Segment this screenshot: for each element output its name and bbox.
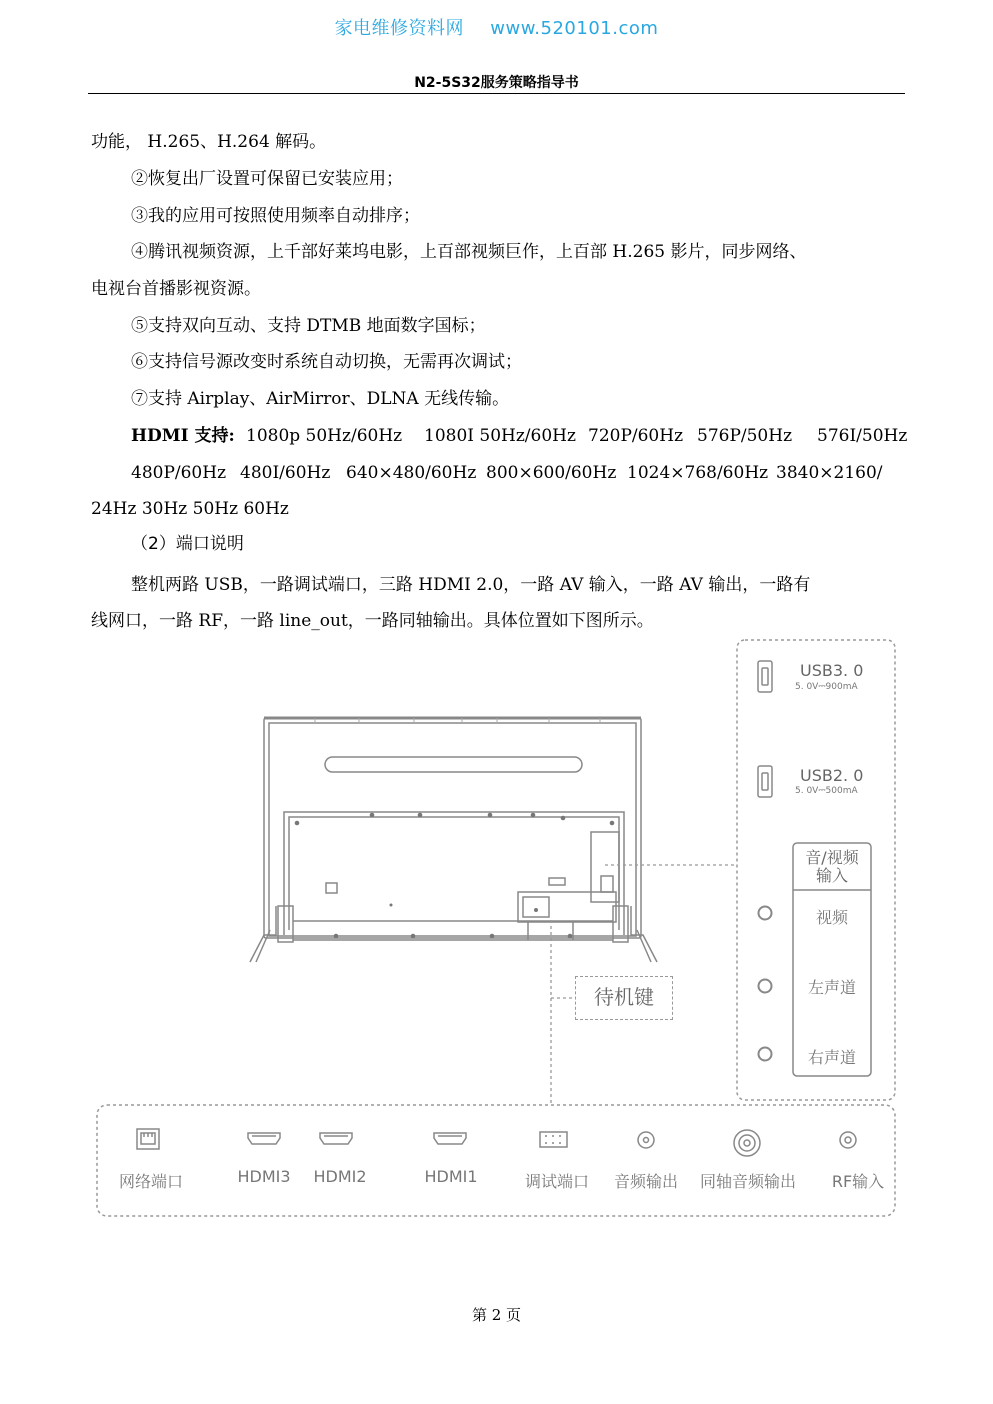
usb3-label: USB3. 0 — [800, 661, 864, 680]
rf-jack-icon — [840, 1132, 856, 1148]
av-input-title-line2: 输入 — [815, 866, 848, 885]
body-line-6: ⑤支持双向互动、支持 DTMB 地面数字国标； — [131, 316, 486, 336]
hdmi-support-row-3: 24Hz 30Hz 50Hz 60Hz — [91, 499, 289, 519]
av-jack-icon — [759, 980, 772, 993]
av-jack-icon — [759, 1048, 772, 1061]
av-jack-label-video: 视频 — [815, 908, 848, 927]
usb-port-icon — [758, 661, 772, 692]
port-label-audio-out: 音频输出 — [613, 1172, 678, 1191]
tv-back-outline — [250, 718, 657, 962]
hdmi-mode: 576P/50Hz — [697, 426, 793, 446]
port-label-rf-in: RF输入 — [831, 1172, 885, 1191]
body-line-1: 功能， H.265、H.264 解码。 — [91, 132, 327, 152]
port-section-para-1: 整机两路 USB，一路调试端口，三路 HDMI 2.0，一路 AV 输入，一路 AV 输出，一路有 — [131, 575, 811, 595]
bottom-port-panel — [97, 1105, 895, 1216]
av-input-title — [793, 843, 871, 890]
hdmi-mode: 640×480/60Hz — [346, 463, 477, 483]
hdmi-mode: 800×600/60Hz — [486, 463, 617, 483]
body-line-2: ②恢复出厂设置可保留已安装应用； — [131, 169, 403, 189]
body-line-5: 电视台首播影视资源。 — [91, 279, 261, 299]
standby-button-label: 待机键 — [575, 976, 673, 1020]
hdmi-mode: 1080p 50Hz/60Hz — [246, 426, 403, 446]
usb2-label: USB2. 0 — [800, 766, 864, 785]
port-label-hdmi3: HDMI3 — [237, 1167, 291, 1186]
hdmi-port-icon — [434, 1133, 466, 1144]
av-jack-label-left: 左声道 — [807, 978, 856, 997]
hdmi-port-icon — [320, 1133, 352, 1144]
document-header-title: N2-5S32服务策略指导书 — [414, 75, 579, 91]
port-label-hdmi2: HDMI2 — [313, 1167, 367, 1186]
hdmi-support-label: HDMI 支持: — [131, 426, 235, 446]
hdmi-mode: 1080I 50Hz/60Hz — [424, 426, 576, 446]
ethernet-port-icon — [137, 1129, 159, 1149]
body-line-8: ⑦支持 Airplay、AirMirror、DLNA 无线传输。 — [131, 389, 510, 409]
hdmi-port-icon — [248, 1133, 280, 1144]
port-label-coaxial-out: 同轴音频输出 — [699, 1172, 796, 1191]
tv-screw-dots — [295, 813, 615, 939]
usb-port-icon — [758, 766, 772, 797]
port-section-heading: （2）端口说明 — [131, 534, 244, 554]
hdmi-mode: 480P/60Hz — [131, 463, 227, 483]
av-input-title-line1: 音/视频 — [805, 848, 859, 867]
watermark-url: www.520101.com — [490, 18, 659, 39]
port-section-para-2: 线网口，一路 RF，一路 line_out，一路同轴输出。具体位置如下图所示。 — [91, 611, 654, 631]
port-label-ethernet: 网络端口 — [118, 1172, 183, 1191]
av-jack-icon — [759, 907, 772, 920]
audio-jack-icon — [638, 1132, 654, 1148]
port-label-debug: 调试端口 — [524, 1172, 589, 1191]
body-line-3: ③我的应用可按照使用频率自动排序； — [131, 206, 420, 226]
body-line-7: ⑥支持信号源改变时系统自动切换，无需再次调试； — [131, 352, 522, 372]
av-jack-label-right: 右声道 — [807, 1048, 856, 1067]
watermark-site-name: 家电维修资料网 — [334, 18, 465, 39]
coaxial-jack-icon — [734, 1130, 760, 1156]
hdmi-mode: 720P/60Hz — [588, 426, 684, 446]
page-number: 第 2 页 — [471, 1306, 522, 1324]
hdmi-mode: 1024×768/60Hz — [627, 463, 769, 483]
hdmi-mode: 576I/50Hz — [817, 426, 908, 446]
body-line-4: ④腾讯视频资源，上千部好莱坞电影，上百部视频巨作，上百部 H.265 影片，同步网络、 — [131, 242, 807, 262]
debug-port-icon — [540, 1132, 567, 1147]
hdmi-mode: 3840×2160/ — [776, 463, 883, 483]
usb2-spec: 5. 0V⎓500mA — [795, 786, 858, 796]
port-label-hdmi1: HDMI1 — [424, 1167, 478, 1186]
hdmi-mode: 480I/60Hz — [240, 463, 331, 483]
usb3-spec: 5. 0V⎓900mA — [795, 682, 858, 692]
